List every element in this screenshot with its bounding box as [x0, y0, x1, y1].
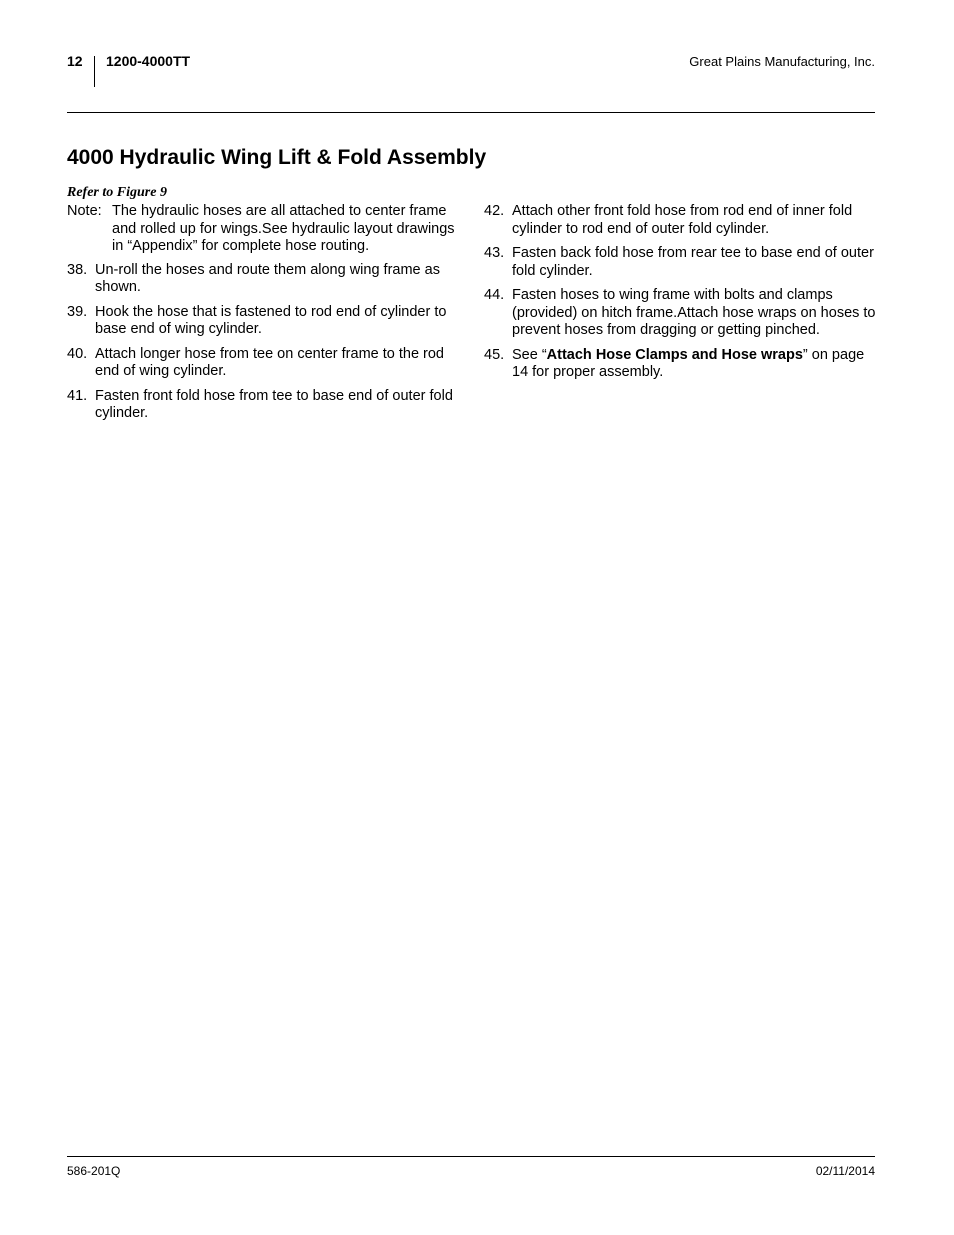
right-column — [484, 203, 879, 389]
note — [67, 203, 462, 256]
page-number: 12 — [67, 53, 83, 69]
step-number: 42. — [484, 203, 505, 219]
step-number: 39. — [67, 303, 88, 320]
figure-reference: Refer to Figure 9 — [67, 185, 167, 200]
header-divider — [94, 56, 95, 87]
cross-reference-link[interactable]: Attach Hose Clamps and Hose wraps — [546, 346, 803, 363]
note-text: The hydraulic hoses are all attached to center frame and rolled up for wings.See hydraulic layout drawings in “Appendix” for complete hose routing. — [112, 203, 455, 254]
step-text: Attach other front fold hose from rod end of inner fold cylinder to rod end of outer fold cylinder. — [512, 203, 853, 237]
step-39 — [67, 304, 462, 339]
step-text: Fasten hoses to wing frame with bolts and clamps (provided) on hitch frame.Attach hose wraps on hoses to prevent hoses from dragging or getting pinched. — [512, 287, 876, 338]
step-41 — [67, 388, 462, 423]
company-name: Great Plains Manufacturing, Inc. — [689, 54, 875, 69]
left-column — [67, 203, 462, 430]
step-text: Attach longer hose from tee on center frame to the rod end of wing cylinder. — [95, 345, 444, 379]
document-number: 586-201Q — [67, 1164, 121, 1178]
step-number: 40. — [67, 345, 88, 362]
revision-date: 02/11/2014 — [815, 1164, 875, 1178]
step-44 — [484, 287, 879, 340]
step-text-post: ” on page 14 for proper assembly. — [512, 346, 865, 380]
step-45 — [484, 347, 879, 382]
step-text — [512, 347, 879, 382]
step-text: Un-roll the hoses and route them along wing frame as shown. — [95, 261, 440, 295]
section-title: 4000 Hydraulic Wing Lift & Fold Assembly — [67, 146, 487, 169]
model-number: 1200-4000TT — [106, 53, 191, 69]
step-text: Fasten back fold hose from rear tee to base end of outer fold cylinder. — [512, 245, 874, 279]
step-text: Hook the hose that is fastened to rod end of cylinder to base end of wing cylinder. — [95, 303, 447, 337]
step-number: 38. — [67, 261, 88, 278]
note-label: Note: — [67, 203, 102, 219]
step-number: 44. — [484, 287, 505, 303]
header-rule — [67, 112, 875, 113]
step-38 — [67, 262, 462, 297]
step-40 — [67, 346, 462, 381]
footer-rule — [67, 1156, 875, 1157]
step-number: 45. — [484, 346, 505, 363]
step-number: 41. — [67, 387, 88, 404]
step-text-pre: See “ — [512, 346, 547, 363]
step-text: Fasten front fold hose from tee to base end of outer fold cylinder. — [95, 387, 453, 421]
step-number: 43. — [484, 245, 505, 261]
step-42 — [484, 203, 879, 238]
step-43 — [484, 245, 879, 280]
